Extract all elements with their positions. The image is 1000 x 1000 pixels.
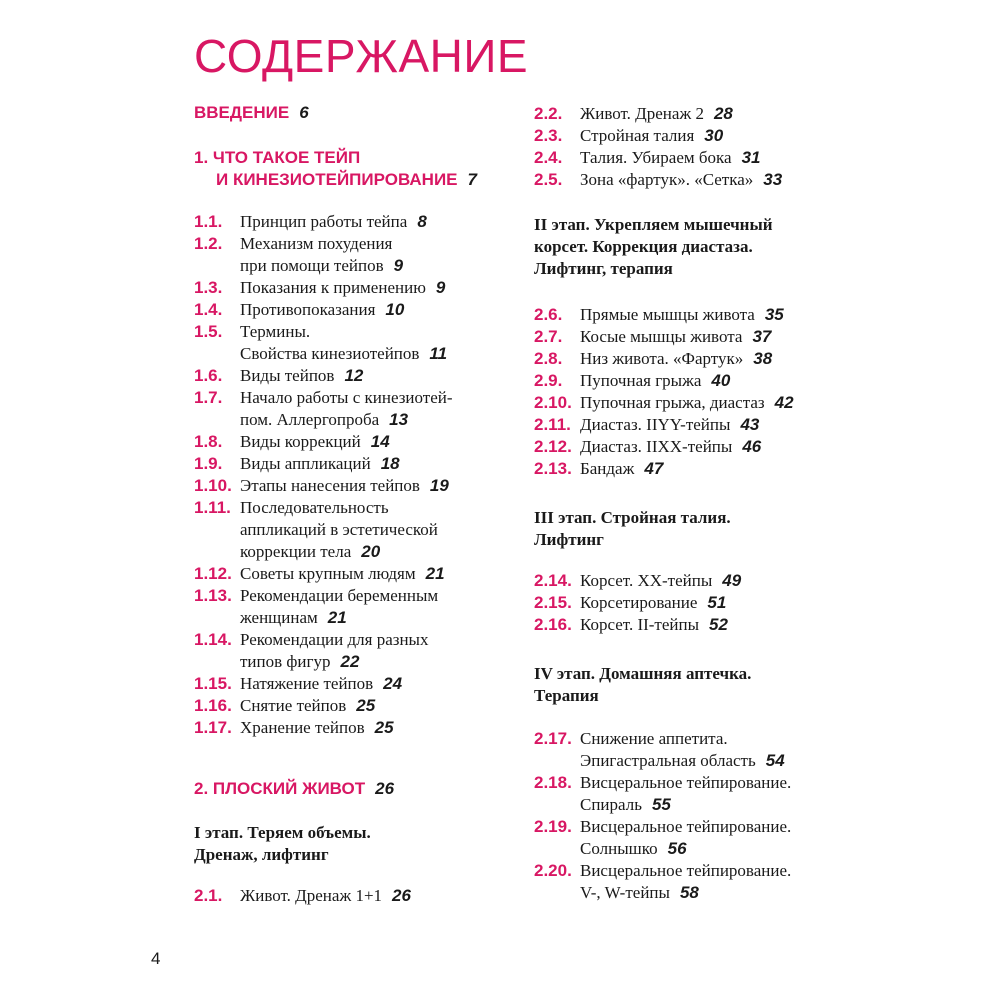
toc-page-number: 35: [764, 305, 784, 324]
toc-entry: [534, 370, 730, 392]
toc-entry-title: Механизм похудения: [240, 234, 393, 253]
toc-entry-title: Солнышко: [580, 839, 658, 858]
toc-page-number: 58: [679, 883, 699, 902]
toc-page-number: 38: [753, 349, 773, 368]
toc-entry: [194, 695, 375, 717]
toc-entry-title: Диастаз. IIYY-тейпы: [580, 415, 731, 434]
toc-entry-number: 2.1.: [194, 886, 223, 905]
toc-page-number: 8: [417, 212, 427, 231]
toc-entry-number: 1.11.: [194, 498, 231, 517]
toc-entry-line: [534, 750, 785, 772]
toc-entry-title: Термины.: [240, 322, 311, 341]
toc-entry-title: Висцеральное тейпирование.: [580, 773, 792, 792]
toc-entry-line: [194, 431, 390, 453]
toc-entry: [194, 717, 394, 739]
toc-entry-title: V-, W-тейпы: [580, 883, 670, 902]
toc-entry-title: Зона «фартук». «Сетка»: [580, 170, 754, 189]
toc-entry: [534, 103, 733, 125]
toc-section-heading: [194, 102, 309, 124]
toc-entry-title: при помощи тейпов: [240, 256, 384, 275]
toc-stage-line: I этап. Теряем объемы.: [194, 823, 371, 842]
toc-entry-line: [534, 348, 772, 370]
toc-entry-line: [194, 387, 453, 409]
toc-entry: [534, 436, 761, 458]
toc-entry-line: [194, 211, 427, 233]
toc-page-number: 28: [713, 104, 733, 123]
toc-entry: [194, 277, 445, 299]
toc-entry: [194, 475, 449, 497]
toc-entry-number: 1.5.: [194, 322, 223, 341]
toc-entry-line: [194, 541, 438, 563]
toc-section-line: [194, 169, 477, 191]
toc-entry-title: Снятие тейпов: [240, 696, 347, 715]
toc-entry-number: 1.3.: [194, 278, 223, 297]
toc-entry: [534, 304, 784, 326]
toc-stage-line: корсет. Коррекция диастаза.: [534, 237, 753, 256]
toc-page-number: 12: [344, 366, 364, 385]
toc-section-heading: [194, 778, 394, 800]
toc-entry: [194, 453, 400, 475]
toc-entry-title: Свойства кинезиотейпов: [240, 344, 420, 363]
toc-section-line: [194, 147, 477, 169]
toc-entry: [534, 772, 791, 816]
toc-entry-title: Живот. Дренаж 2: [580, 104, 704, 123]
toc-entry-title: Низ живота. «Фартук»: [580, 349, 744, 368]
toc-entry-line: [194, 885, 411, 907]
toc-entry: [194, 431, 390, 453]
toc-page-number: 52: [709, 615, 728, 634]
toc-entry-line: [194, 409, 453, 431]
toc-entry: [194, 365, 363, 387]
toc-page-number: 9: [435, 278, 446, 297]
toc-entry-number: 2.16.: [534, 615, 572, 634]
toc-stage-line: II этап. Укрепляем мышечный: [534, 215, 773, 234]
toc-stage-line: Терапия: [534, 686, 599, 705]
toc-entry: [194, 387, 453, 431]
toc-page-number: 21: [327, 608, 347, 627]
toc-entry-number: 2.20.: [534, 861, 572, 880]
toc-entry: [534, 147, 761, 169]
toc-page-number: 54: [765, 751, 785, 770]
page-title: СОДЕРЖАНИЕ: [194, 30, 529, 82]
toc-entry-number: 1.16.: [194, 696, 232, 715]
toc-entry-line: [194, 475, 449, 497]
toc-entry-line: [534, 103, 733, 125]
toc-page-number: 37: [752, 327, 772, 346]
toc-entry: [194, 563, 445, 585]
toc-section-title: ВВЕДЕНИЕ: [194, 103, 290, 122]
toc-page-number: 21: [425, 564, 445, 583]
toc-entry-line: [534, 169, 782, 191]
toc-entry-title: Последовательность: [240, 498, 389, 517]
toc-page-number: 19: [429, 476, 449, 495]
toc-entry-title: Натяжение тейпов: [240, 674, 374, 693]
toc-entry-title: Бандаж: [580, 459, 635, 478]
toc-entry-line: [534, 370, 730, 392]
toc-entry-number: 1.1.: [194, 212, 223, 231]
toc-entry: [194, 673, 402, 695]
toc-entry: [194, 629, 428, 673]
toc-entry-line: [534, 772, 791, 794]
toc-entry-number: 2.7.: [534, 327, 563, 346]
toc-entry: [194, 885, 411, 907]
toc-entry-number: 2.5.: [534, 170, 563, 189]
toc-page-number: 31: [741, 148, 761, 167]
toc-entry-number: 2.4.: [534, 148, 563, 167]
toc-entry-title: Корсет. II-тейпы: [580, 615, 700, 634]
toc-entry: [534, 570, 741, 592]
toc-stage-line: Дренаж, лифтинг: [194, 845, 329, 864]
toc-entry: [534, 592, 726, 614]
toc-page-number: 14: [370, 432, 390, 451]
toc-entry-number: 1.15.: [194, 674, 232, 693]
toc-page-number: 7: [467, 170, 477, 189]
toc-entry-title: Этапы нанесения тейпов: [240, 476, 420, 495]
toc-entry-title: Косые мышцы живота: [580, 327, 743, 346]
toc-section-heading: [194, 147, 477, 191]
toc-page-number: 26: [392, 886, 411, 905]
toc-page-number: 10: [385, 300, 405, 319]
toc-entry-title: Виды тейпов: [240, 366, 335, 385]
toc-section-line: [194, 102, 309, 124]
toc-entry-line: [194, 321, 447, 343]
toc-section-title: 2. ПЛОСКИЙ ЖИВОТ: [194, 779, 366, 798]
toc-entry: [534, 392, 794, 414]
toc-entry-line: [534, 125, 723, 147]
toc-entry-title: Начало работы с кинезиотей-: [240, 388, 453, 407]
toc-entry: [534, 348, 772, 370]
toc-entry-title: пом. Аллергопроба: [240, 410, 380, 429]
toc-section-line: [194, 778, 394, 800]
toc-entry-title: женщинам: [240, 608, 318, 627]
toc-stage-line: Лифтинг, терапия: [534, 259, 673, 278]
toc-entry-line: [194, 651, 428, 673]
toc-entry-number: 1.17.: [194, 718, 232, 737]
toc-entry-number: 2.13.: [534, 459, 572, 478]
toc-entry-title: Висцеральное тейпирование.: [580, 861, 792, 880]
toc-page-number: 40: [711, 371, 731, 390]
toc-entry-title: Корсет. XX-тейпы: [580, 571, 713, 590]
toc-page-number: 6: [299, 103, 309, 122]
toc-entry-number: 2.17.: [534, 729, 572, 748]
toc-entry-number: 1.9.: [194, 454, 223, 473]
toc-entry-line: [194, 343, 447, 365]
toc-page-number: 13: [389, 410, 409, 429]
toc-section-title: И КИНЕЗИОТЕЙПИРОВАНИЕ: [216, 170, 458, 189]
toc-entry: [534, 860, 791, 904]
toc-page-number: 43: [740, 415, 760, 434]
toc-entry-number: 2.12.: [534, 437, 572, 456]
toc-entry-number: 2.9.: [534, 371, 563, 390]
toc-entry-line: [534, 147, 761, 169]
toc-entry-title: Корсетирование: [580, 593, 698, 612]
toc-entry: [194, 585, 438, 629]
toc-entry: [194, 497, 438, 563]
toc-stage-heading: [534, 507, 731, 551]
toc-stage-heading: [534, 663, 751, 707]
toc-page-number: 42: [774, 393, 794, 412]
toc-entry: [534, 169, 782, 191]
toc-section-title: 1. ЧТО ТАКОЕ ТЕЙП: [194, 148, 361, 167]
toc-stage-line: IV этап. Домашняя аптечка.: [534, 664, 752, 683]
toc-entry-number: 2.14.: [534, 571, 572, 590]
toc-entry: [194, 299, 404, 321]
toc-entry-title: типов фигур: [240, 652, 331, 671]
toc-entry-line: [534, 392, 794, 414]
toc-entry: [194, 233, 403, 277]
toc-stage-heading: [194, 822, 371, 866]
toc-entry-line: [194, 233, 403, 255]
toc-page-number: 24: [383, 674, 403, 693]
toc-entry-line: [534, 304, 784, 326]
toc-entry-number: 1.12.: [194, 564, 232, 583]
toc-page-number: 46: [742, 437, 762, 456]
toc-entry-title: Пупочная грыжа: [580, 371, 702, 390]
toc-entry-title: Стройная талия: [580, 126, 695, 145]
toc-page-number: 30: [704, 126, 724, 145]
toc-page-number: 9: [393, 256, 404, 275]
toc-entry: [534, 414, 759, 436]
toc-page-number: 56: [667, 839, 687, 858]
toc-entry-title: Рекомендации для разных: [240, 630, 429, 649]
toc-page-number: 26: [375, 779, 395, 798]
toc-entry-title: Диастаз. IIXX-тейпы: [580, 437, 733, 456]
toc-entry-title: коррекции тела: [240, 542, 352, 561]
toc-entry-number: 2.11.: [534, 415, 571, 434]
toc-entry: [534, 728, 785, 772]
toc-entry-title: Талия. Убираем бока: [580, 148, 732, 167]
toc-stage-heading: [534, 214, 773, 280]
toc-entry-line: [534, 326, 771, 348]
toc-entry-title: Хранение тейпов: [240, 718, 365, 737]
toc-entry-line: [194, 277, 445, 299]
toc-entry-title: Спираль: [580, 795, 642, 814]
toc-stage-line: III этап. Стройная талия.: [534, 508, 731, 527]
toc-entry-line: [194, 453, 400, 475]
toc-entry-number: 2.10.: [534, 393, 572, 412]
toc-entry-title: Живот. Дренаж 1+1: [240, 886, 383, 905]
toc-entry-number: 1.6.: [194, 366, 223, 385]
toc-entry-line: [194, 519, 438, 541]
toc-page-number: 47: [644, 459, 664, 478]
toc-entry-number: 2.3.: [534, 126, 563, 145]
toc-entry-line: [534, 794, 791, 816]
toc-entry-number: 2.19.: [534, 817, 572, 836]
toc-page-number: 11: [429, 344, 448, 363]
toc-entry: [194, 211, 427, 233]
toc-page-number: 33: [763, 170, 783, 189]
toc-entry-line: [534, 882, 791, 904]
toc-page-number: 20: [361, 542, 381, 561]
toc-entry-number: 2.8.: [534, 349, 563, 368]
toc-entry-number: 2.18.: [534, 773, 572, 792]
toc-entry-line: [194, 607, 438, 629]
toc-entry-line: [534, 860, 791, 882]
toc-entry-line: [194, 299, 404, 321]
toc-page-number: 18: [380, 454, 400, 473]
toc-entry: [534, 125, 723, 147]
page-number: 4: [151, 949, 161, 968]
toc-entry-title: Противопоказания: [240, 300, 376, 319]
toc-entry-line: [194, 255, 403, 277]
toc-entry-title: Виды аппликаций: [240, 454, 371, 473]
toc-entry: [194, 321, 447, 365]
toc-entry-line: [534, 816, 791, 838]
toc-entry-title: Висцеральное тейпирование.: [580, 817, 792, 836]
toc-entry-number: 1.14.: [194, 630, 232, 649]
toc-stage-line: Лифтинг: [534, 530, 604, 549]
toc-entry-title: аппликаций в эстетической: [240, 520, 438, 539]
toc-entry-title: Прямые мышцы живота: [580, 305, 755, 324]
toc-entry-number: 1.7.: [194, 388, 223, 407]
toc-entry-title: Принцип работы тейпа: [240, 212, 408, 231]
toc-entry-number: 1.8.: [194, 432, 223, 451]
toc-entry-title: Виды коррекций: [240, 432, 361, 451]
toc-entry-title: Советы крупным людям: [240, 564, 416, 583]
toc-entry-title: Эпигастральная область: [580, 751, 756, 770]
toc-entry-title: Показания к применению: [240, 278, 426, 297]
toc-page-number: 25: [356, 696, 376, 715]
toc-entry: [534, 458, 663, 480]
toc-entry: [534, 816, 791, 860]
toc-entry: [534, 326, 771, 348]
toc-entry-number: 1.4.: [194, 300, 223, 319]
toc-page-number: 51: [707, 593, 727, 612]
toc-page-number: 55: [651, 795, 671, 814]
toc-entry-line: [534, 838, 791, 860]
toc-page-number: 25: [374, 718, 394, 737]
toc-entry-title: Рекомендации беременным: [240, 586, 439, 605]
toc-page-number: 22: [340, 652, 360, 671]
toc-entry-number: 1.10.: [194, 476, 232, 495]
toc-entry-number: 2.6.: [534, 305, 563, 324]
toc-entry-number: 2.2.: [534, 104, 563, 123]
toc-entry-number: 1.2.: [194, 234, 223, 253]
toc-entry-number: 2.15.: [534, 593, 572, 612]
toc-page-number: 49: [722, 571, 742, 590]
toc-entry-title: Снижение аппетита.: [580, 729, 728, 748]
toc-entry: [534, 614, 728, 636]
toc-entry-number: 1.13.: [194, 586, 232, 605]
toc-entry-title: Пупочная грыжа, диастаз: [580, 393, 765, 412]
